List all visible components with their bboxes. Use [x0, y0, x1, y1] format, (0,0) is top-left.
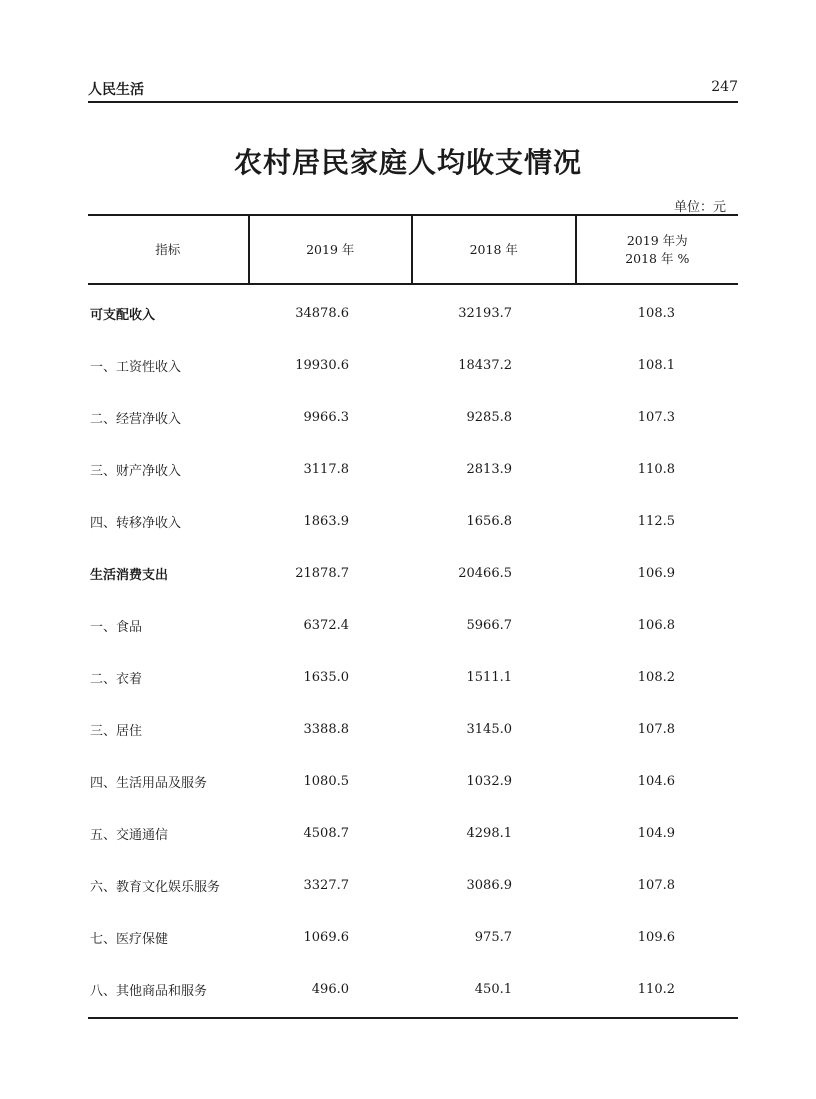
- table-header: [88, 216, 738, 285]
- row-label: 三、财产净收入: [90, 463, 182, 479]
- value-2019: 1863.9: [303, 513, 349, 529]
- value-ratio: 107.3: [637, 409, 675, 425]
- table-row: [88, 963, 738, 1015]
- value-ratio: 112.5: [637, 513, 675, 529]
- value-2018: 18437.2: [458, 357, 512, 373]
- table-row: [88, 755, 738, 807]
- value-2019: 1069.6: [303, 929, 349, 945]
- value-2018: 975.7: [474, 929, 512, 945]
- value-ratio: 106.8: [637, 617, 675, 633]
- value-2018: 4298.1: [466, 825, 512, 841]
- value-2019: 4508.7: [303, 825, 349, 841]
- value-ratio: 104.6: [637, 773, 675, 789]
- value-ratio: 109.6: [637, 929, 675, 945]
- value-2018: 9285.8: [466, 409, 512, 425]
- value-2018: 1511.1: [466, 669, 512, 685]
- header-indicator: 指标: [155, 241, 181, 257]
- table-row: [88, 287, 738, 339]
- row-label: 三、居住: [90, 723, 143, 739]
- value-ratio: 107.8: [637, 877, 675, 893]
- value-2019: 3388.8: [303, 721, 349, 737]
- value-2018: 3145.0: [466, 721, 512, 737]
- section-name: 人民生活: [88, 82, 144, 98]
- value-ratio: 104.9: [637, 825, 675, 841]
- table-body: [88, 285, 738, 1017]
- value-2019: 9966.3: [303, 409, 349, 425]
- row-label: 二、衣着: [90, 671, 143, 687]
- table-row: [88, 495, 738, 547]
- value-2018: 3086.9: [466, 877, 512, 893]
- value-2019: 21878.7: [295, 565, 349, 581]
- value-2018: 5966.7: [466, 617, 512, 633]
- value-ratio: 110.2: [637, 981, 675, 997]
- header-ratio: 2019 年为 2018 年 %: [575, 216, 739, 283]
- table-row: [88, 339, 738, 391]
- table-row: [88, 599, 738, 651]
- header-2018: 2018 年: [411, 216, 575, 283]
- value-2018: 1032.9: [466, 773, 512, 789]
- value-ratio: 107.8: [637, 721, 675, 737]
- value-ratio: 108.1: [637, 357, 675, 373]
- row-label: 七、医疗保健: [90, 931, 169, 947]
- income-expenditure-table: [88, 214, 738, 1019]
- value-2018: 1656.8: [466, 513, 512, 529]
- value-2019: 6372.4: [303, 617, 349, 633]
- table-row: [88, 859, 738, 911]
- value-2018: 20466.5: [458, 565, 512, 581]
- row-label: 生活消费支出: [90, 567, 169, 583]
- value-2019: 19930.6: [295, 357, 349, 373]
- value-ratio: 106.9: [637, 565, 675, 581]
- page-title: 农村居民家庭人均收支情况: [233, 146, 582, 179]
- unit-note: 单位：元: [673, 200, 726, 215]
- value-2018: 2813.9: [466, 461, 512, 477]
- running-head: [88, 79, 738, 103]
- row-label: 五、交通通信: [90, 827, 169, 843]
- table-row: [88, 911, 738, 963]
- row-label: 四、生活用品及服务: [90, 775, 208, 791]
- table-row: [88, 547, 738, 599]
- value-ratio: 108.3: [637, 305, 675, 321]
- value-ratio: 110.8: [637, 461, 675, 477]
- row-label: 一、食品: [90, 619, 143, 635]
- value-2019: 1635.0: [303, 669, 349, 685]
- table-row: [88, 391, 738, 443]
- value-2019: 496.0: [311, 981, 349, 997]
- value-ratio: 108.2: [637, 669, 675, 685]
- header-2019: 2019 年: [248, 216, 412, 283]
- table-row: [88, 807, 738, 859]
- row-label: 一、工资性收入: [90, 359, 182, 375]
- row-label: 八、其他商品和服务: [90, 983, 208, 999]
- value-2019: 34878.6: [295, 305, 349, 321]
- table-row: [88, 703, 738, 755]
- table-row: [88, 443, 738, 495]
- value-2019: 3327.7: [303, 877, 349, 893]
- value-2019: 3117.8: [303, 461, 349, 477]
- row-label: 可支配收入: [90, 307, 156, 323]
- row-label: 四、转移净收入: [90, 515, 182, 531]
- row-label: 二、经营净收入: [90, 411, 182, 427]
- table-row: [88, 651, 738, 703]
- value-2019: 1080.5: [303, 773, 349, 789]
- page-number: 247: [711, 79, 738, 95]
- value-2018: 450.1: [474, 981, 512, 997]
- value-2018: 32193.7: [458, 305, 512, 321]
- row-label: 六、教育文化娱乐服务: [90, 879, 221, 895]
